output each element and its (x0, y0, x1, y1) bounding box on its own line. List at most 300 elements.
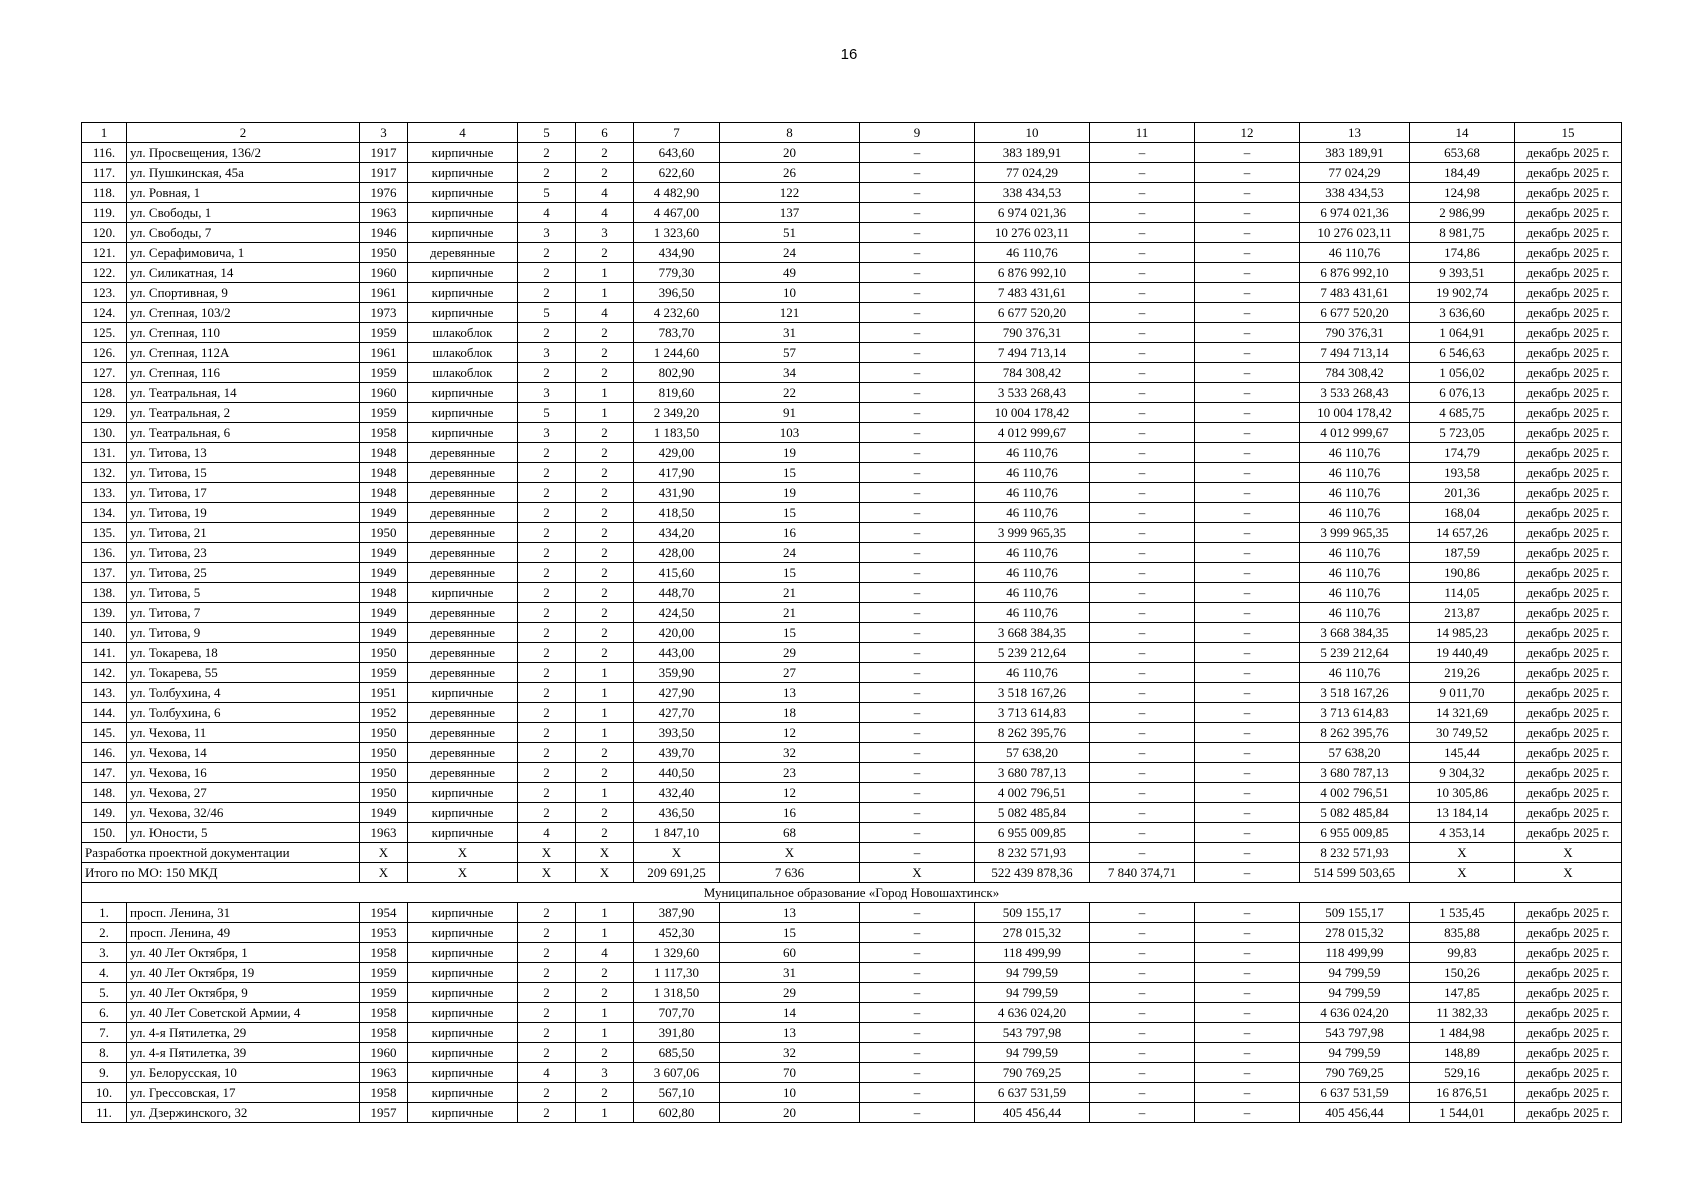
table-cell: 3 (576, 1063, 634, 1083)
table-cell: 8 262 395,76 (975, 723, 1090, 743)
table-cell: – (1090, 963, 1195, 983)
column-number-cell: 1 (82, 123, 127, 143)
table-cell: 2 (518, 363, 576, 383)
table-cell: – (1195, 903, 1300, 923)
table-cell: 174,86 (1410, 243, 1515, 263)
table-cell: 2 (518, 583, 576, 603)
table-cell: деревянные (408, 563, 518, 583)
table-cell: – (1195, 1083, 1300, 1103)
table-cell: 2 (576, 603, 634, 623)
table-cell: 23 (720, 763, 860, 783)
table-cell: 4 002 796,51 (975, 783, 1090, 803)
table-cell: 1959 (360, 363, 408, 383)
table-row (82, 1043, 1622, 1063)
table-cell: – (860, 583, 975, 603)
address-cell: ул. 40 Лет Октября, 9 (127, 983, 360, 1003)
table-cell: 1948 (360, 463, 408, 483)
table-cell: 150,26 (1410, 963, 1515, 983)
table-cell: декабрь 2025 г. (1515, 263, 1622, 283)
table-cell: 1 (576, 903, 634, 923)
column-number-cell: 5 (518, 123, 576, 143)
table-cell: 143. (82, 683, 127, 703)
table-cell: 2 (576, 503, 634, 523)
table-cell: 405 456,44 (1300, 1103, 1410, 1123)
table-cell: 24 (720, 243, 860, 263)
table-cell: 1950 (360, 523, 408, 543)
table-cell: 1959 (360, 403, 408, 423)
table-cell: декабрь 2025 г. (1515, 763, 1622, 783)
table-cell: – (1195, 263, 1300, 283)
table-cell: – (860, 803, 975, 823)
address-cell: ул. Степная, 112А (127, 343, 360, 363)
table-cell: – (1090, 983, 1195, 1003)
table-cell: 7 494 713,14 (975, 343, 1090, 363)
table-cell: – (860, 903, 975, 923)
table-cell: кирпичные (408, 263, 518, 283)
table-cell: 91 (720, 403, 860, 423)
table-cell: 1946 (360, 223, 408, 243)
table-cell: 4 (576, 203, 634, 223)
column-number-cell: 10 (975, 123, 1090, 143)
table-cell: 46 110,76 (1300, 463, 1410, 483)
address-cell: ул. Степная, 116 (127, 363, 360, 383)
table-cell: 420,00 (634, 623, 720, 643)
table-cell: 2 (576, 763, 634, 783)
table-row (82, 583, 1622, 603)
table-cell: 16 (720, 523, 860, 543)
table-cell: 121. (82, 243, 127, 263)
table-cell: кирпичные (408, 1003, 518, 1023)
table-cell: 2 (518, 503, 576, 523)
table-cell: – (1090, 923, 1195, 943)
summary-cell: 7 840 374,71 (1090, 863, 1195, 883)
table-cell: кирпичные (408, 963, 518, 983)
table-cell: 448,70 (634, 583, 720, 603)
table-cell: 4. (82, 963, 127, 983)
summary-cell: X (360, 843, 408, 863)
table-cell: 1 (576, 923, 634, 943)
table-cell: декабрь 2025 г. (1515, 363, 1622, 383)
table-cell: 9. (82, 1063, 127, 1083)
table-cell: – (860, 503, 975, 523)
table-cell: кирпичные (408, 143, 518, 163)
table-cell: – (860, 763, 975, 783)
table-cell: 2 349,20 (634, 403, 720, 423)
table-cell: 1949 (360, 543, 408, 563)
table-cell: 6 974 021,36 (975, 203, 1090, 223)
address-cell: ул. Белорусская, 10 (127, 1063, 360, 1083)
table-cell: 15 (720, 623, 860, 643)
table-row (82, 823, 1622, 843)
table-cell: – (1195, 1063, 1300, 1083)
table-cell: – (860, 223, 975, 243)
table-cell: 9 393,51 (1410, 263, 1515, 283)
address-cell: ул. Свободы, 1 (127, 203, 360, 223)
table-cell: деревянные (408, 643, 518, 663)
table-cell: 122. (82, 263, 127, 283)
table-cell: 7 494 713,14 (1300, 343, 1410, 363)
table-cell: 19 (720, 443, 860, 463)
table-cell: – (860, 483, 975, 503)
table-cell: 790 769,25 (1300, 1063, 1410, 1083)
table-cell: 278 015,32 (975, 923, 1090, 943)
table-cell: – (1195, 163, 1300, 183)
address-cell: ул. Толбухина, 6 (127, 703, 360, 723)
table-cell: 790 376,31 (1300, 323, 1410, 343)
table-cell: 10 (720, 1083, 860, 1103)
summary-cell: – (1090, 843, 1195, 863)
table-row (82, 703, 1622, 723)
table-cell: декабрь 2025 г. (1515, 463, 1622, 483)
address-cell: ул. Титова, 25 (127, 563, 360, 583)
table-cell: – (860, 963, 975, 983)
summary-cell: 8 232 571,93 (1300, 843, 1410, 863)
table-cell: 27 (720, 663, 860, 683)
table-cell: 1 329,60 (634, 943, 720, 963)
table-row (82, 763, 1622, 783)
table-cell: 3 636,60 (1410, 303, 1515, 323)
table-cell: 94 799,59 (975, 1043, 1090, 1063)
table-cell: 2 (576, 583, 634, 603)
table-cell: – (1090, 163, 1195, 183)
table-cell: декабрь 2025 г. (1515, 543, 1622, 563)
table-cell: 2 (576, 803, 634, 823)
table-cell: 3 999 965,35 (1300, 523, 1410, 543)
table-cell: 2 986,99 (1410, 203, 1515, 223)
table-cell: декабрь 2025 г. (1515, 583, 1622, 603)
table-cell: 2 (576, 343, 634, 363)
table-cell: 1950 (360, 243, 408, 263)
table-cell: – (1195, 283, 1300, 303)
table-cell: кирпичные (408, 583, 518, 603)
table-cell: 2 (518, 283, 576, 303)
table-cell: 2 (576, 483, 634, 503)
table-cell: 1958 (360, 1083, 408, 1103)
table-cell: 1949 (360, 623, 408, 643)
table-cell: 126. (82, 343, 127, 363)
table-cell: 415,60 (634, 563, 720, 583)
table-cell: 1959 (360, 983, 408, 1003)
table-cell: 2 (518, 683, 576, 703)
summary-cell: 514 599 503,65 (1300, 863, 1410, 883)
table-cell: 21 (720, 583, 860, 603)
table-cell: 439,70 (634, 743, 720, 763)
address-cell: ул. Чехова, 16 (127, 763, 360, 783)
summary-row (82, 863, 1622, 883)
table-cell: кирпичные (408, 223, 518, 243)
table-cell: 12 (720, 783, 860, 803)
table-cell: – (860, 943, 975, 963)
summary-cell: – (1195, 843, 1300, 863)
table-cell: кирпичные (408, 683, 518, 703)
table-cell: 138. (82, 583, 127, 603)
table-cell: 128. (82, 383, 127, 403)
table-cell: 70 (720, 1063, 860, 1083)
table-cell: декабрь 2025 г. (1515, 163, 1622, 183)
section-title-row (82, 883, 1622, 903)
table-row (82, 783, 1622, 803)
table-cell: 6 677 520,20 (1300, 303, 1410, 323)
table-cell: 4 (576, 943, 634, 963)
table-cell: 6 546,63 (1410, 343, 1515, 363)
table-cell: – (1090, 303, 1195, 323)
table-cell: 13 (720, 683, 860, 703)
table-cell: 2 (518, 263, 576, 283)
table-cell: декабрь 2025 г. (1515, 643, 1622, 663)
table-cell: 4 (518, 1063, 576, 1083)
table-cell: 338 434,53 (1300, 183, 1410, 203)
table-cell: – (1195, 923, 1300, 943)
address-cell: ул. Чехова, 11 (127, 723, 360, 743)
table-cell: 396,50 (634, 283, 720, 303)
table-cell: – (860, 723, 975, 743)
table-cell: 94 799,59 (975, 963, 1090, 983)
table-cell: 1 117,30 (634, 963, 720, 983)
table-cell: кирпичные (408, 803, 518, 823)
table-cell: 57 638,20 (1300, 743, 1410, 763)
table-cell: 10 276 023,11 (1300, 223, 1410, 243)
table-cell: 99,83 (1410, 943, 1515, 963)
table-cell: 1949 (360, 563, 408, 583)
table-cell: 278 015,32 (1300, 923, 1410, 943)
table-cell: декабрь 2025 г. (1515, 523, 1622, 543)
table-cell: – (1090, 1043, 1195, 1063)
table-cell: 3. (82, 943, 127, 963)
table-cell: 2 (518, 943, 576, 963)
address-cell: ул. Театральная, 2 (127, 403, 360, 423)
summary-cell: X (860, 863, 975, 883)
table-cell: 3 (518, 383, 576, 403)
table-row (82, 743, 1622, 763)
table-cell: 6. (82, 1003, 127, 1023)
table-cell: 2 (576, 143, 634, 163)
table-cell: – (1195, 523, 1300, 543)
table-cell: – (1195, 343, 1300, 363)
table-cell: 119. (82, 203, 127, 223)
table-cell: 1950 (360, 743, 408, 763)
table-cell: – (1195, 223, 1300, 243)
table-cell: – (1090, 463, 1195, 483)
table-cell: 124. (82, 303, 127, 323)
table-cell: – (860, 823, 975, 843)
table-cell: кирпичные (408, 1063, 518, 1083)
table-cell: декабрь 2025 г. (1515, 1023, 1622, 1043)
page-number: 16 (840, 46, 858, 63)
table-row (82, 343, 1622, 363)
address-cell: ул. Титова, 13 (127, 443, 360, 463)
table-row (82, 243, 1622, 263)
table-cell: – (860, 1063, 975, 1083)
table-cell: 1959 (360, 663, 408, 683)
table-cell: 219,26 (1410, 663, 1515, 683)
table-row (82, 643, 1622, 663)
summary-cell: X (518, 843, 576, 863)
table-cell: 2 (576, 1043, 634, 1063)
table-cell: 3 680 787,13 (975, 763, 1090, 783)
table-cell: 149. (82, 803, 127, 823)
table-cell: – (860, 643, 975, 663)
table-row (82, 983, 1622, 1003)
table-cell: 1 484,98 (1410, 1023, 1515, 1043)
table-cell: – (860, 683, 975, 703)
table-cell: 2 (518, 983, 576, 1003)
table-cell: – (1090, 723, 1195, 743)
table-cell: 14 657,26 (1410, 523, 1515, 543)
table-cell: – (860, 163, 975, 183)
address-cell: ул. Просвещения, 136/2 (127, 143, 360, 163)
table-row (82, 563, 1622, 583)
table-cell: деревянные (408, 723, 518, 743)
address-cell: ул. 4-я Пятилетка, 29 (127, 1023, 360, 1043)
table-cell: 1950 (360, 763, 408, 783)
table-cell: 1963 (360, 203, 408, 223)
address-cell: ул. Титова, 5 (127, 583, 360, 603)
table-cell: 3 999 965,35 (975, 523, 1090, 543)
table-cell: 1 (576, 1003, 634, 1023)
table-cell: 2 (518, 963, 576, 983)
table-cell: – (1090, 203, 1195, 223)
column-number-cell: 11 (1090, 123, 1195, 143)
column-number-cell: 3 (360, 123, 408, 143)
table-cell: декабрь 2025 г. (1515, 243, 1622, 263)
table-cell: деревянные (408, 443, 518, 463)
table-cell: 1 (576, 283, 634, 303)
table-cell: – (1090, 623, 1195, 643)
table-cell: 5 082 485,84 (975, 803, 1090, 823)
address-cell: ул. Титова, 15 (127, 463, 360, 483)
table-cell: 567,10 (634, 1083, 720, 1103)
table-cell: 1949 (360, 803, 408, 823)
table-cell: декабрь 2025 г. (1515, 623, 1622, 643)
table-cell: 2 (518, 1043, 576, 1063)
table-cell: – (1090, 263, 1195, 283)
address-cell: ул. Театральная, 14 (127, 383, 360, 403)
table-cell: 543 797,98 (975, 1023, 1090, 1043)
table-cell: – (860, 703, 975, 723)
table-cell: – (1090, 643, 1195, 663)
table-cell: 1952 (360, 703, 408, 723)
table-cell: 3 713 614,83 (975, 703, 1090, 723)
table-cell: – (860, 523, 975, 543)
table-row (82, 143, 1622, 163)
table-cell: 3 533 268,43 (1300, 383, 1410, 403)
table-cell: – (1090, 323, 1195, 343)
table-cell: 150. (82, 823, 127, 843)
table-cell: 16 (720, 803, 860, 823)
table-row (82, 963, 1622, 983)
table-cell: 145,44 (1410, 743, 1515, 763)
table-cell: – (1195, 423, 1300, 443)
table-cell: 4 685,75 (1410, 403, 1515, 423)
table-cell: деревянные (408, 743, 518, 763)
table-cell: 3 (576, 223, 634, 243)
table-row (82, 283, 1622, 303)
table-cell: декабрь 2025 г. (1515, 803, 1622, 823)
table-cell: 2 (576, 743, 634, 763)
table-cell: 2 (518, 443, 576, 463)
table-cell: 1 (576, 383, 634, 403)
table-cell: 1 323,60 (634, 223, 720, 243)
table-cell: 46 110,76 (975, 483, 1090, 503)
table-cell: 2 (576, 983, 634, 1003)
table-cell: – (860, 203, 975, 223)
section-title: Муниципальное образование «Город Новошахтинск» (82, 883, 1622, 903)
table-cell: декабрь 2025 г. (1515, 1083, 1622, 1103)
table-cell: 2 (518, 1083, 576, 1103)
table-cell: кирпичные (408, 303, 518, 323)
table-cell: 1917 (360, 143, 408, 163)
table-cell: 118 499,99 (975, 943, 1090, 963)
table-cell: 1949 (360, 603, 408, 623)
table-cell: 4 232,60 (634, 303, 720, 323)
table-cell: – (860, 1103, 975, 1123)
table-cell: 1958 (360, 1023, 408, 1043)
table-cell: 15 (720, 463, 860, 483)
table-cell: 4 (576, 303, 634, 323)
table-cell: кирпичные (408, 283, 518, 303)
table-cell: 427,90 (634, 683, 720, 703)
table-cell: 2 (576, 463, 634, 483)
table-cell: 2 (518, 603, 576, 623)
table-cell: кирпичные (408, 403, 518, 423)
table-cell: 1960 (360, 383, 408, 403)
table-cell: 10 305,86 (1410, 783, 1515, 803)
table-cell: 1951 (360, 683, 408, 703)
table-cell: 3 (518, 423, 576, 443)
table-cell: 790 769,25 (975, 1063, 1090, 1083)
table-cell: 94 799,59 (1300, 983, 1410, 1003)
table-cell: 6 076,13 (1410, 383, 1515, 403)
table-cell: 393,50 (634, 723, 720, 743)
address-cell: ул. Токарева, 18 (127, 643, 360, 663)
table-cell: 3 680 787,13 (1300, 763, 1410, 783)
table-cell: 148,89 (1410, 1043, 1515, 1063)
table-cell: деревянные (408, 703, 518, 723)
table-cell: 428,00 (634, 543, 720, 563)
table-cell: 427,70 (634, 703, 720, 723)
table-cell: – (1090, 1103, 1195, 1123)
table-cell: шлакоблок (408, 323, 518, 343)
table-cell: 643,60 (634, 143, 720, 163)
table-row (82, 623, 1622, 643)
table-cell: – (1195, 403, 1300, 423)
table-cell: – (860, 423, 975, 443)
table-cell: 46 110,76 (975, 503, 1090, 523)
table-cell: – (1090, 343, 1195, 363)
table-row (82, 183, 1622, 203)
table-cell: 383 189,91 (1300, 143, 1410, 163)
table-cell: 46 110,76 (975, 443, 1090, 463)
table-cell: 440,50 (634, 763, 720, 783)
table-row (82, 1083, 1622, 1103)
table-cell: 2 (576, 543, 634, 563)
table-cell: деревянные (408, 663, 518, 683)
table-cell: кирпичные (408, 983, 518, 1003)
table-cell: – (860, 783, 975, 803)
table-cell: декабрь 2025 г. (1515, 383, 1622, 403)
address-cell: ул. Токарева, 55 (127, 663, 360, 683)
table-cell: 6 677 520,20 (975, 303, 1090, 323)
table-cell: 4 (518, 203, 576, 223)
table-cell: 835,88 (1410, 923, 1515, 943)
table-cell: – (1090, 903, 1195, 923)
table-cell: 391,80 (634, 1023, 720, 1043)
table-cell: – (1195, 443, 1300, 463)
table-cell: 49 (720, 263, 860, 283)
address-cell: ул. Толбухина, 4 (127, 683, 360, 703)
column-number-cell: 14 (1410, 123, 1515, 143)
table-cell: 94 799,59 (975, 983, 1090, 1003)
